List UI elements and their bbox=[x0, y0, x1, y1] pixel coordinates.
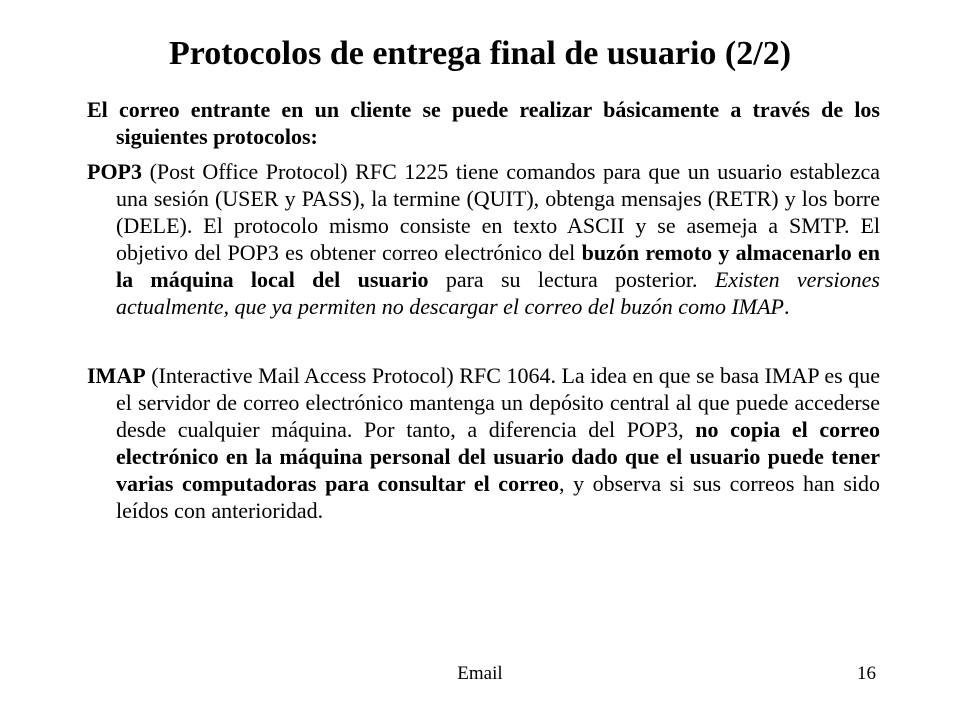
imap-text-2: , y observa si sus correos han sido leídos con anterioridad. bbox=[116, 471, 880, 523]
imap-text-1: (Interactive Mail Access Protocol) RFC 1064. La idea en que se basa IMAP es que el servidor de correo electrónico mantenga un depósito central al que puede accederse desde cualquier máquina. Por tanto, a diferencia del POP3, bbox=[116, 363, 880, 442]
pop3-bold-1: buzón remoto y almacenarlo en la máquina local del usuario bbox=[116, 240, 880, 292]
imap-label: IMAP bbox=[87, 363, 146, 388]
page-number: 16 bbox=[857, 663, 876, 684]
slide-title: Protocolos de entrega final de usuario (2/2) bbox=[168, 35, 792, 72]
pop3-paragraph bbox=[87, 158, 880, 320]
slide-body bbox=[87, 96, 880, 532]
pop3-text-3: . bbox=[783, 294, 790, 319]
pop3-text-1: (Post Office Protocol) RFC 1225 tiene comandos para que un usuario establezca una sesión (USER y PASS), la termine (QUIT), obtenga mensajes (RETR) y los borre (DELE). El protocolo mismo consiste en texto ASCII y se asemeja a SMTP. El objetivo del POP3 es obtener correo electrónico del bbox=[116, 159, 880, 265]
intro-paragraph: El correo entrante en un cliente se puede realizar básicamente a través de los siguientes protocolos: bbox=[87, 97, 880, 149]
pop3-label: POP3 bbox=[87, 159, 142, 184]
imap-paragraph bbox=[87, 362, 880, 524]
paragraph-gap bbox=[87, 328, 880, 362]
imap-bold-1: no copia el correo electrónico en la máquina personal del usuario dado que el usuario puede tener varias computadoras para consultar el correo bbox=[116, 417, 880, 496]
footer-label: Email bbox=[457, 663, 503, 684]
pop3-text-2: para su lectura posterior. bbox=[428, 267, 715, 292]
pop3-italic-1: Existen versiones actualmente, que ya permiten no descargar el correo del buzón como IMAP bbox=[116, 267, 880, 319]
